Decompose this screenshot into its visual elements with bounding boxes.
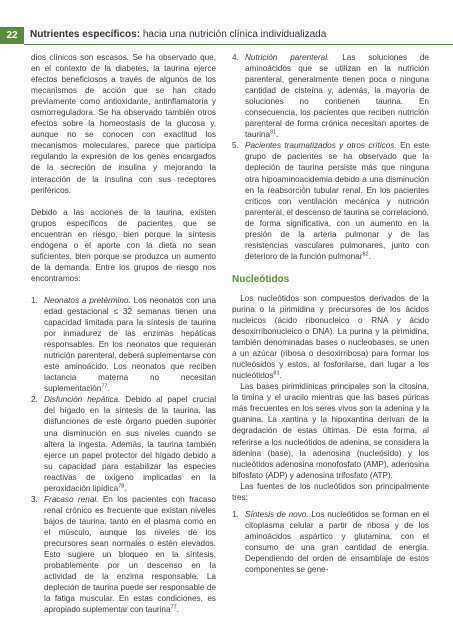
running-title — [30, 29, 326, 40]
item-title: Síntesis de novo. — [245, 509, 309, 519]
list-item — [31, 295, 216, 394]
list-item — [232, 52, 429, 140]
paragraph-end: . — [279, 371, 282, 381]
running-title-bold: Nutrientes específicos: — [30, 29, 141, 40]
item-title: Neonatos a pretérmino. — [44, 295, 131, 305]
running-title-rest: hacia una nutrición clínica individualizada — [140, 29, 327, 40]
item-number: 4. — [232, 53, 239, 62]
item-number: 1. — [232, 509, 239, 519]
item-end: . — [276, 130, 279, 140]
item-text: Los neonatos con una edad gestacional ≤ 32 semanas tienen una capacidad limitada para la síntesis de taurina por inmadurez de las enzimas hepáticas responsables. En los neonatos que requieran nutrición parenteral, deberá suplementarse con este aminoácido. Los neonatos que reciben lactancia materna no necesitan suplementación — [44, 295, 217, 394]
item-number: 2. — [31, 395, 38, 405]
item-number: 3. — [31, 494, 38, 504]
item-text: En este grupo de pacientes se ha observado que la depleción de taurina persiste más que ninguna otra hipoaminoacidemia debido a una disminución en la reabsorción tubular renal. En los pacientes críticos con ventilación mecánica y nutrición parenteral, el descenso de taurina se correlacionó, de forma significativa, con un aumento en la presión de la arteria pulmonar y de las resistencias vasculares pulmonares, junto con deterioro de la función pulmonar — [245, 141, 430, 261]
page-header — [0, 0, 453, 46]
paragraph-diabetes: dios clínicos son escasos. Se ha observado que, en el contexto de la diabetes, la taurina ejerce efectos beneficiosos a través de algunos de los mecanismos de acción que se han citado previamente como antioxidante, antinflamatoria y osmorreguladora. Se ha observado también otros efectos sobre la homeostasis de la glucosa y, aunque no se conocen con exactitud los mecanismos moleculares, parece que participa regulando la expresión de los genes encargados de la secreción de insulina y mejorando la interacción de la insulina con sus receptores periféricos. — [31, 53, 216, 195]
item-number: 5. — [232, 141, 239, 151]
section-heading-nucleotidos: Nucleótidos — [232, 273, 290, 285]
reference: 77 — [101, 383, 108, 390]
paragraph-nucleotidos — [232, 293, 429, 381]
risk-list-right — [232, 52, 429, 262]
item-number: 1. — [31, 295, 38, 305]
paragraph-text: Las bases pirimidínicas principales son la citosina, la timina y el uracilo mientras que las bases púricas más frecuentes en los seres vivos son la adenina y la guanina. La xantina y la hipoxantina derivan de la degradación de estas últimas. De esta forma, al referirse a los nucleótidos de adenina, se considera la adenina (base), la adenosina (nucleósido) y los nucleótidos adenosina monofosfato (AMP), adenosina bifosfato (ADP) y adenosina trifosfato (ATP). — [232, 382, 429, 480]
paragraph-risk-groups: Debido a las acciones de la taurina, existen grupos específicos de pacientes que se encuentran en riesgo, bien porque la síntesis endógena o el aporte con la dieta no sean suficientes, bien porque se produzca un aumento de la demanda. Entre los grupos de riesgo nos encontramos: — [31, 207, 216, 283]
item-end: . — [176, 605, 179, 615]
item-end: . — [368, 251, 371, 261]
item-text: Los nucleótidos se forman en el citoplasma celular a partir de ribosa y de los aminoácidos aspártico y glutamina, con el consumo de una gran cantidad de energía. Dependiendo del orden de ensamblaje de estos componentes se gene- — [245, 509, 429, 575]
item-title: Nutrición parenteral. — [245, 53, 330, 62]
paragraph-bases — [232, 381, 429, 480]
reference: 81 — [270, 129, 277, 136]
list-item — [232, 509, 429, 575]
list-item — [31, 394, 216, 493]
reference: 82 — [362, 251, 369, 258]
reference: 78 — [118, 483, 125, 489]
item-title: Fracaso renal. — [44, 494, 99, 504]
left-column — [31, 52, 216, 615]
paragraph-sources — [232, 481, 429, 503]
item-text: Debido al papel crucial del hígado en la síntesis de la taurina, las disfunciones de este órgano pueden suponer una disminución en sus niveles cuando se altera la ingesta. Además, la taurina también ejerce un papel protector del hígado debido a su capacidad para estabilizar las especies reactivas de oxígeno implicadas en la peroxidación lipídica — [44, 395, 217, 493]
right-column — [232, 52, 429, 575]
list-item — [232, 140, 429, 262]
item-end: . — [107, 384, 110, 394]
reference: 77 — [170, 604, 177, 611]
item-text: Las soluciones de aminoácidos que se utilizan en la nutrición parenteral, generalmente tienen poca o ninguna cantidad de cisteína y, además, la mayoría de soluciones no contienen taurina. En consecuencia, los pacientes que reciben nutrición parenteral de forma crónica necesitan aportes de taurina — [245, 53, 429, 140]
item-end: . — [124, 483, 127, 493]
item-title: Disfunción hepática. — [44, 395, 121, 405]
item-title: Pacientes traumatizados y otros críticos. — [245, 141, 397, 151]
header-rule — [24, 44, 453, 45]
paragraph-text: Los nucleótidos son compuestos derivados de la purina o la pirimidina y precursores de los ácidos nucleicos (ácido ribonucleico o RNA y ácido desoxirribonucleico o DNA). La purina y la pirimidina, también denominadas bases o nucleobases, se unen a un azúcar (ribosa o desoxirribosa) para formar los nucleósidos y estos, al fosforilarse, dan lugar a los nucleótidos — [232, 293, 429, 381]
item-text: En los pacientes con fracaso renal crónico es frecuente que existan niveles bajos de taurina, tanto en el plasma como en el músculo, aunque los niveles de los precursores sean normales o estén elevados. Esto sugiere un bloqueo en la síntesis, probablemente por un descenso en la actividad de la enzima responsable. La depleción de taurina puede ser responsable de la fatiga muscular. En estas condiciones, es apropiado suplementar con taurina — [44, 494, 216, 615]
page-number: 22 — [0, 27, 24, 44]
risk-list-left — [31, 295, 216, 615]
paragraph-text: Las fuentes de los nucleótidos son principalmente tres: — [232, 481, 429, 502]
list-item — [31, 494, 216, 616]
reference: 81 — [273, 370, 280, 377]
sources-list — [232, 509, 429, 575]
